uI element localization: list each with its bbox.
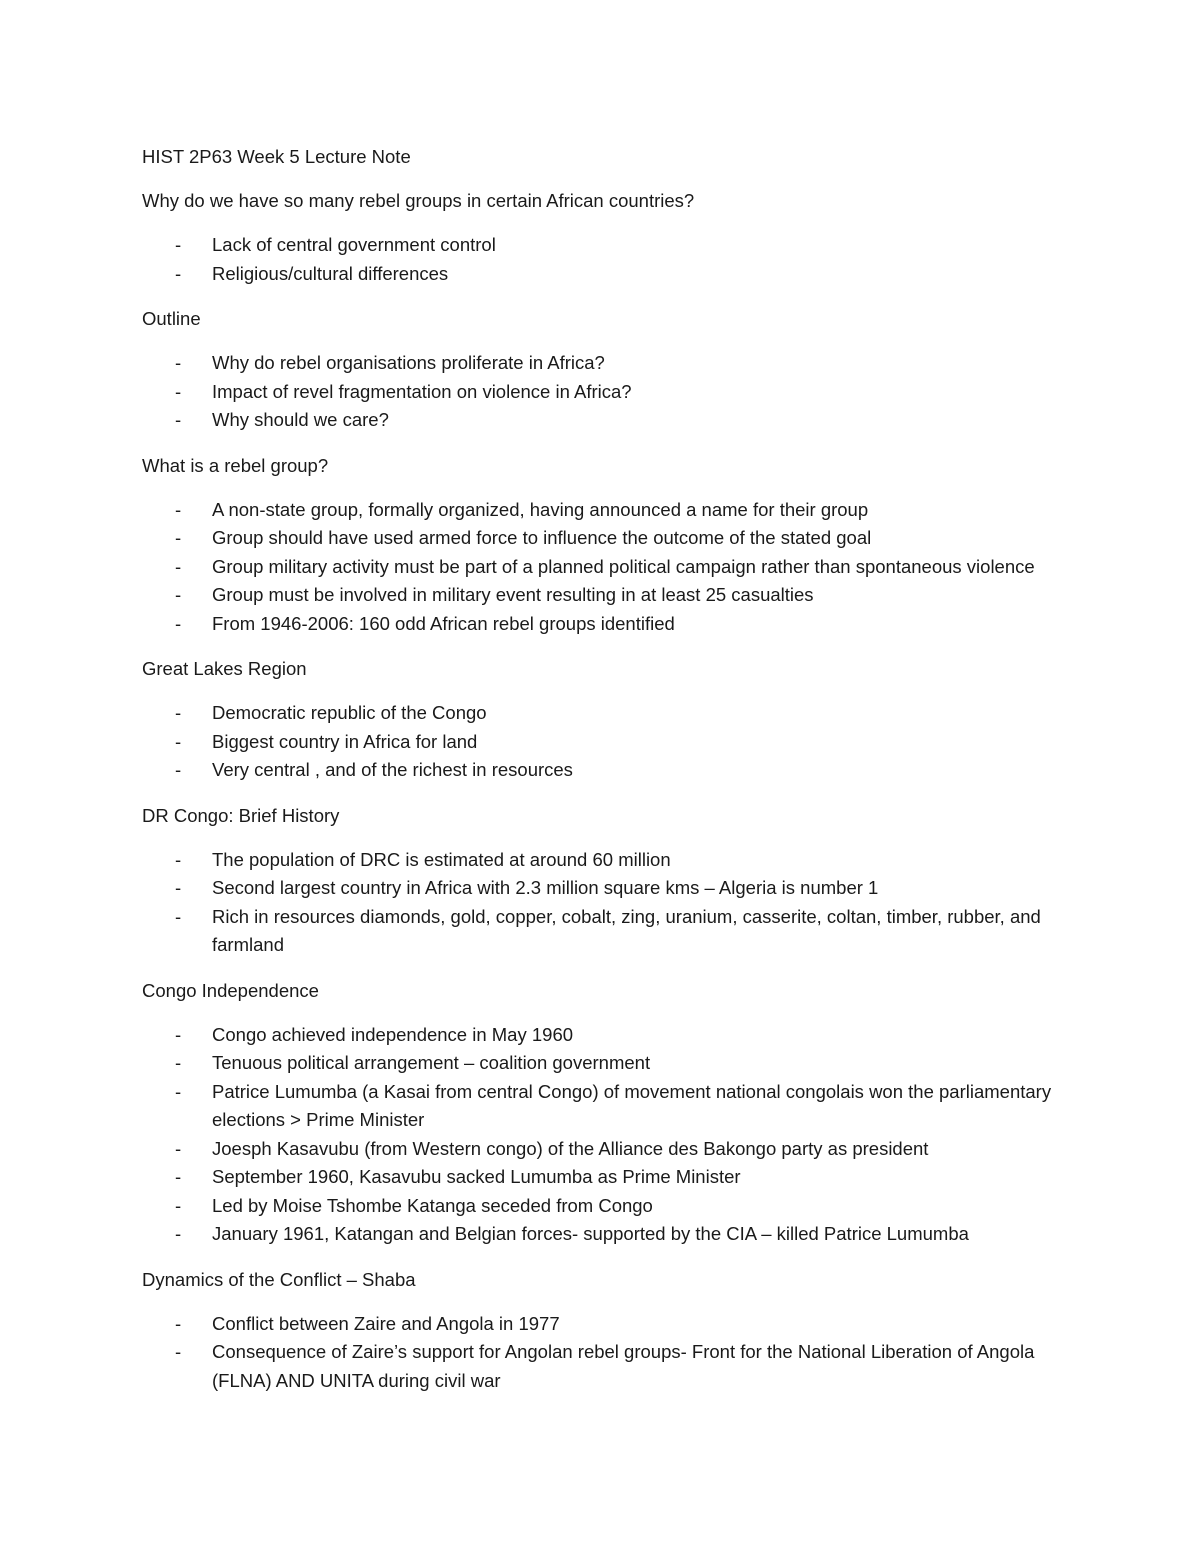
bullet-item — [142, 231, 1072, 260]
bullet-list — [142, 496, 1072, 639]
bullet-item — [142, 756, 1072, 785]
bullet-list — [142, 349, 1072, 435]
bullet-text: From 1946-2006: 160 odd African rebel groups identified — [212, 612, 675, 634]
dash-marker: - — [175, 1166, 182, 1187]
dash-marker: - — [175, 1312, 182, 1334]
dash-marker: - — [175, 702, 182, 723]
bullet-list — [142, 1021, 1072, 1249]
dash-marker: - — [175, 730, 182, 752]
bullet-text: A non-state group, formally organized, having announced a name for their group — [212, 498, 869, 520]
bullet-text: Very central , and of the richest in resources — [212, 759, 573, 780]
bullet-list — [142, 846, 1072, 960]
section-heading: DR Congo: Brief History — [142, 804, 340, 826]
bullet-text: Patrice Lumumba (a Kasai from central Congo) of movement national congolais won the parliamentary elections > Prime Minister — [212, 1080, 1052, 1130]
bullet-item — [142, 1310, 1072, 1339]
section-why-rebel-groups — [142, 187, 1072, 288]
dash-marker: - — [175, 409, 182, 430]
bullet-item — [142, 496, 1072, 525]
dash-marker: - — [175, 352, 182, 373]
dash-marker: - — [175, 1223, 182, 1244]
section-heading: Congo Independence — [142, 979, 319, 1001]
bullet-item — [142, 903, 1072, 960]
bullet-item — [142, 699, 1072, 728]
bullet-item — [142, 728, 1072, 757]
bullet-text: Biggest country in Africa for land — [212, 730, 478, 752]
dash-marker: - — [175, 380, 182, 402]
dash-marker: - — [175, 1194, 182, 1216]
bullet-item — [142, 553, 1072, 582]
dash-marker: - — [175, 1137, 182, 1159]
dash-marker: - — [175, 905, 182, 927]
dash-marker: - — [175, 1023, 182, 1045]
dash-marker: - — [175, 527, 182, 548]
bullet-item — [142, 406, 1072, 435]
bullet-list — [142, 231, 1072, 288]
dash-marker: - — [175, 584, 182, 605]
bullet-item — [142, 1338, 1072, 1395]
dash-marker: - — [175, 848, 182, 870]
dash-marker: - — [175, 234, 182, 255]
dash-marker: - — [175, 1341, 182, 1362]
bullet-text: Joesph Kasavubu (from Western congo) of the Alliance des Bakongo party as president — [212, 1137, 929, 1159]
bullet-item — [142, 610, 1072, 639]
bullet-text: Impact of revel fragmentation on violence in Africa? — [212, 380, 632, 402]
bullet-item — [142, 1049, 1072, 1078]
bullet-list — [142, 699, 1072, 785]
bullet-item — [142, 581, 1072, 610]
bullet-text: The population of DRC is estimated at around 60 million — [212, 848, 671, 870]
section-heading: Dynamics of the Conflict – Shaba — [142, 1268, 416, 1290]
section-dr-congo-history — [142, 802, 1072, 960]
bullet-text: Led by Moise Tshombe Katanga seceded from Congo — [212, 1194, 653, 1216]
bullet-text: September 1960, Kasavubu sacked Lumumba as Prime Minister — [212, 1166, 741, 1187]
dash-marker: - — [175, 498, 182, 520]
bullet-text: Group should have used armed force to influence the outcome of the stated goal — [212, 527, 872, 548]
bullet-item — [142, 1220, 1072, 1249]
bullet-text: Tenuous political arrangement – coalition government — [212, 1052, 651, 1073]
dash-marker: - — [175, 1080, 182, 1102]
bullet-text: Group military activity must be part of a planned political campaign rather than spontaneous violence — [212, 555, 1035, 577]
dash-marker: - — [175, 612, 182, 634]
dash-marker: - — [175, 1052, 182, 1073]
bullet-item — [142, 874, 1072, 903]
bullet-item — [142, 1163, 1072, 1192]
bullet-text: Rich in resources diamonds, gold, copper, cobalt, zing, uranium, casserite, coltan, timber, rubber, and farmland — [212, 905, 1041, 955]
document-title: HIST 2P63 Week 5 Lecture Note — [142, 146, 411, 167]
bullet-text: Democratic republic of the Congo — [212, 702, 487, 723]
bullet-text: Congo achieved independence in May 1960 — [212, 1023, 574, 1045]
bullet-item — [142, 349, 1072, 378]
section-heading: Why do we have so many rebel groups in certain African countries? — [142, 190, 695, 211]
bullet-text: Why do rebel organisations proliferate in Africa? — [212, 352, 605, 373]
section-dynamics-shaba — [142, 1266, 1072, 1396]
dash-marker: - — [175, 262, 182, 284]
bullet-text: Religious/cultural differences — [212, 262, 449, 284]
bullet-text: Consequence of Zaire’s support for Angolan rebel groups- Front for the National Liberation of Angola (FLNA) AND UNITA during civil war — [212, 1341, 1035, 1391]
bullet-item — [142, 1192, 1072, 1221]
section-congo-independence — [142, 977, 1072, 1249]
dash-marker: - — [175, 759, 182, 780]
dash-marker: - — [175, 555, 182, 577]
section-heading: What is a rebel group? — [142, 454, 329, 476]
section-outline — [142, 305, 1072, 435]
bullet-list — [142, 1310, 1072, 1396]
section-great-lakes — [142, 655, 1072, 785]
section-heading: Outline — [142, 308, 201, 329]
bullet-item — [142, 1078, 1072, 1135]
section-what-is-rebel-group — [142, 452, 1072, 639]
bullet-text: January 1961, Katangan and Belgian forces- supported by the CIA – killed Patrice Lumumba — [212, 1223, 969, 1244]
bullet-text: Why should we care? — [212, 409, 389, 430]
bullet-item — [142, 378, 1072, 407]
dash-marker: - — [175, 877, 182, 898]
bullet-item — [142, 1135, 1072, 1164]
bullet-text: Second largest country in Africa with 2.3 million square kms – Algeria is number 1 — [212, 877, 879, 898]
bullet-item — [142, 260, 1072, 289]
bullet-text: Group must be involved in military event resulting in at least 25 casualties — [212, 584, 814, 605]
bullet-item — [142, 846, 1072, 875]
bullet-text: Conflict between Zaire and Angola in 1977 — [212, 1312, 560, 1334]
bullet-item — [142, 1021, 1072, 1050]
section-heading: Great Lakes Region — [142, 658, 307, 679]
bullet-item — [142, 524, 1072, 553]
document-page — [142, 143, 1072, 1412]
bullet-text: Lack of central government control — [212, 234, 496, 255]
